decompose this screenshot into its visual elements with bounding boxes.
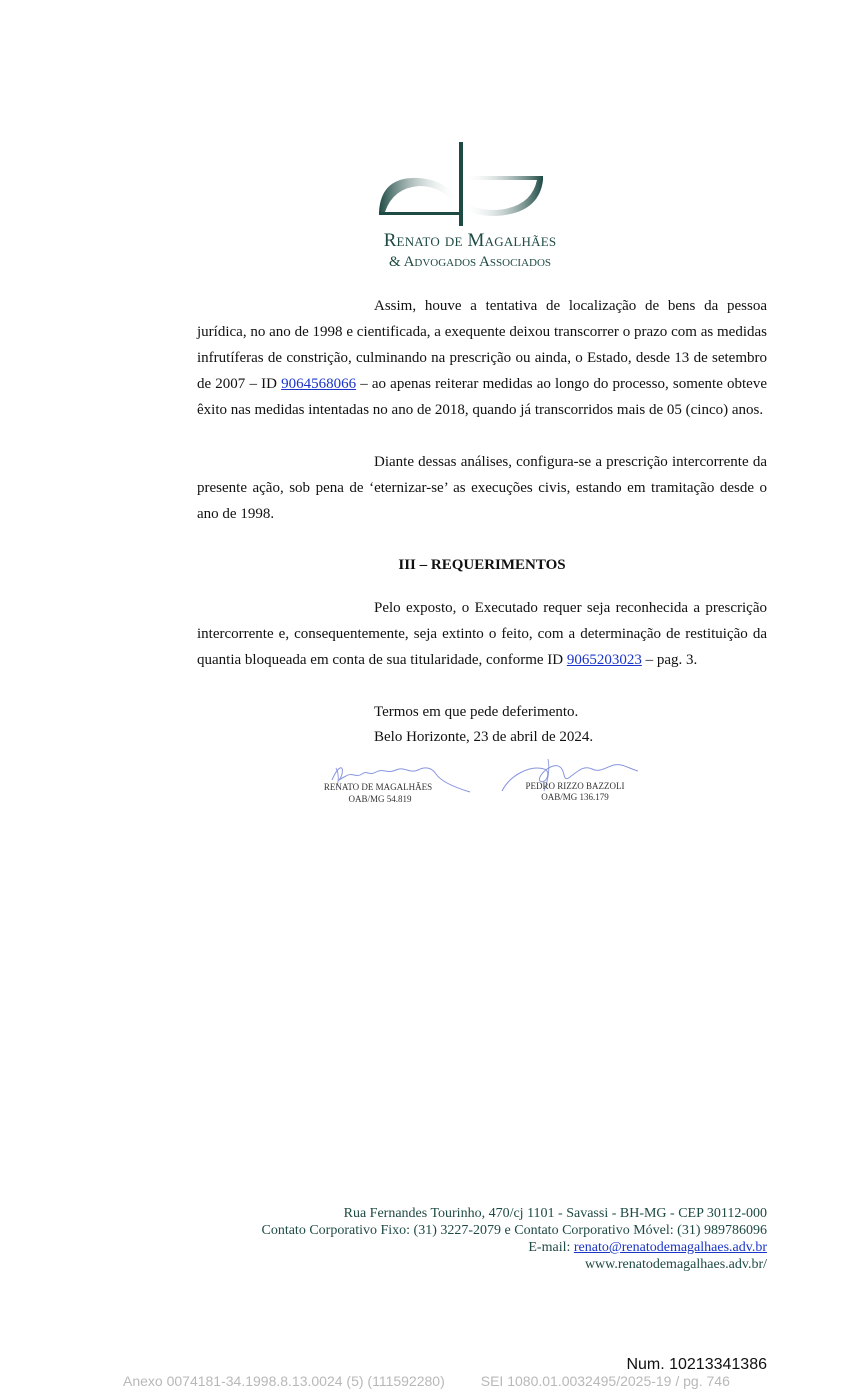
closing-date: Belo Horizonte, 23 de abril de 2024. (374, 729, 594, 745)
paragraph-3-text-a: Pelo exposto, o Executado requer seja reconhecida a prescrição intercorrente e, consequentemente, seja extinto o feito, com a determinação de restituição da quantia bloqueada em conta de sua titularidade, conforme ID (197, 600, 767, 668)
section-heading: III – REQUERIMENTOS (398, 557, 566, 573)
document-id-link-1[interactable]: 9064568066 (281, 376, 357, 392)
footer-address: Rua Fernandes Tourinho, 470/cj 1101 - Savassi - BH-MG - CEP 30112-000 (343, 1206, 767, 1221)
paragraph-1-text-b: – ao apenas reiterar medidas ao longo do processo, somente obteve êxito nas medidas intentadas no ano de 2018, quando já transcorridos mais de 05 (cinco) anos. (197, 376, 767, 418)
document-number: Num. 10213341386 (626, 1356, 767, 1373)
footer-email-label: E-mail: (528, 1240, 574, 1255)
paragraph-3 (197, 595, 767, 673)
paragraph-1 (197, 293, 767, 423)
signature-oab-2: OAB/MG 136.179 (541, 792, 609, 802)
footer-email-line (528, 1239, 767, 1256)
paragraph-1-text-a: Assim, houve a tentativa de localização de bens da pessoa jurídica, no ano de 1998 e cientificada, a exequente deixou transcorrer o prazo com as medidas infrutíferas de constrição, culminando na prescrição ou ainda, o Estado, desde 13 de setembro de 2007 – ID (197, 298, 767, 392)
annex-reference: Anexo 0074181-34.1998.8.13.0024 (5) (111592280) (123, 1373, 445, 1389)
annex-stamp (123, 1373, 730, 1389)
document-id-link-2[interactable]: 9065203023 (566, 652, 642, 668)
footer-website: www.renatodemagalhaes.adv.br/ (584, 1257, 767, 1272)
firm-logo-icon (375, 140, 545, 228)
firm-subtitle: & Advogados Associados (388, 254, 552, 270)
footer-phones: Contato Corporativo Fixo: (31) 3227-2079 e Contato Corporativo Móvel: (31) 989786096 (261, 1223, 767, 1238)
signature-name-2: PEDRO RIZZO BAZZOLI (525, 781, 625, 791)
paragraph-3-text-b: – pag. 3. (641, 652, 698, 668)
footer-email-link[interactable]: renato@renatodemagalhaes.adv.br (573, 1240, 767, 1255)
firm-name: Renato de Magalhães (383, 230, 557, 251)
signature-oab-1: OAB/MG 54.819 (348, 794, 412, 804)
sei-reference: SEI 1080.01.0032495/2025-19 / pg. 746 (480, 1373, 730, 1389)
signature-name-1: RENATO DE MAGALHÃES (323, 782, 433, 792)
paragraph-2: Diante dessas análises, configura-se a prescrição intercorrente da presente ação, sob pena de ‘eternizar-se’ as execuções civis, estando em tramitação desde o ano de 1998. (197, 454, 767, 522)
closing-request: Termos em que pede deferimento. (374, 704, 579, 720)
